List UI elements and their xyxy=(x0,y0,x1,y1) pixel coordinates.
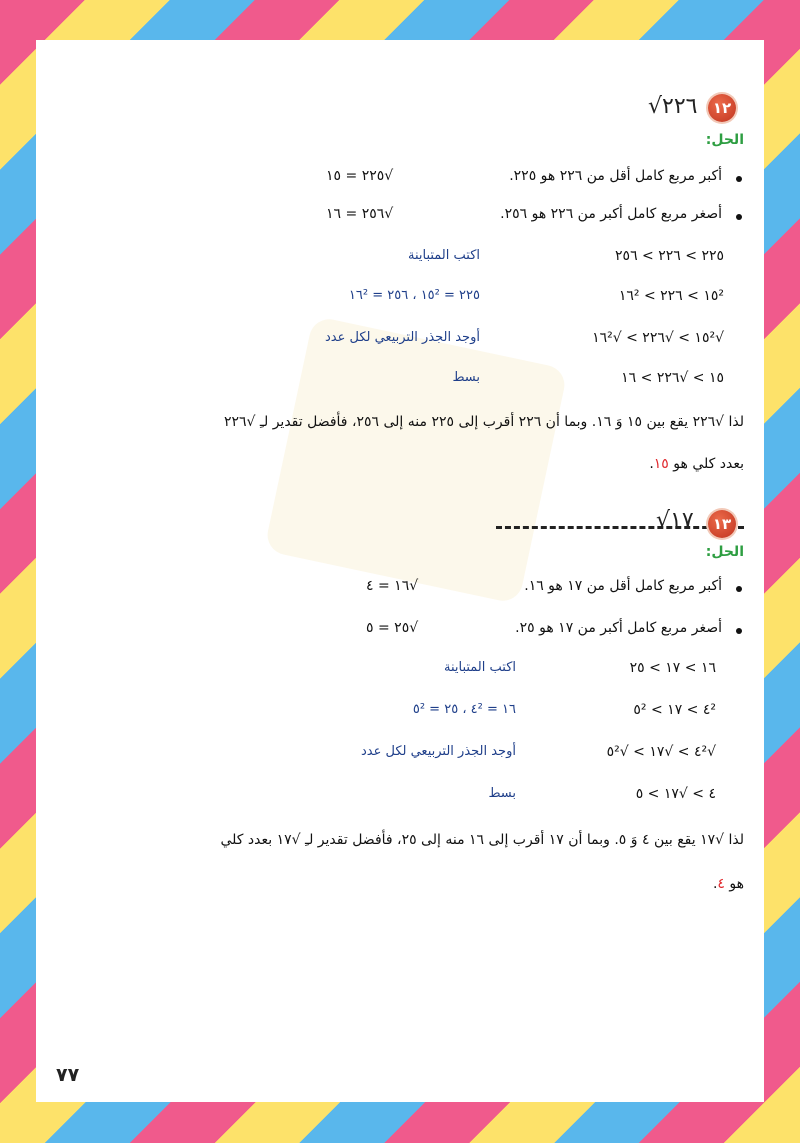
period: . xyxy=(649,456,654,472)
bullet-text: أصغر مربع كامل أكبر من ٢٢٦ هو ٢٥٦. xyxy=(500,206,722,222)
watermark-logo xyxy=(264,316,568,605)
section-divider xyxy=(496,526,744,529)
step-note: اكتب المتباينة xyxy=(407,248,480,263)
step-math: ٢٢٥ > ٢٢٦ > ٢٥٦ xyxy=(615,248,724,264)
step-math: √٤² > √١٧ > √٥² xyxy=(606,744,716,760)
step-math: ١٥² > ٢٢٦ > ١٦² xyxy=(618,288,724,304)
problem-title: √٢٢٦ xyxy=(648,94,698,119)
step-note: أوجد الجذر التربيعي لكل عدد xyxy=(360,744,516,759)
step-note: بسط xyxy=(452,370,480,385)
solution-label: الحل: xyxy=(705,544,744,560)
step-note: اكتب المتباينة xyxy=(443,660,516,675)
step-math: ٤ > √١٧ > ٥ xyxy=(635,786,716,802)
conclusion-line-2 xyxy=(649,456,744,472)
conclusion-line-2 xyxy=(713,876,744,892)
step-note: ٢٢٥ = ١٥² ، ٢٥٦ = ١٦² xyxy=(348,288,480,303)
step-math: ٤² > ١٧ > ٥² xyxy=(633,702,716,718)
conclusion-text: لذا √١٧ يقع بين ٤ وَ ٥. وبما أن ١٧ أقرب إلى ١٦ منه إلى ٢٥، فأفضل تقدير لـِ √١٧ بعدد كلي xyxy=(220,832,744,848)
problem-title: √١٧ xyxy=(656,508,694,533)
bullet-text: أكبر مربع كامل أقل من ١٧ هو ١٦. xyxy=(524,578,722,594)
bullet-math: √٢٥ = ٥ xyxy=(366,620,419,636)
conclusion-prefix: بعدد كلي هو xyxy=(673,456,744,472)
problem-number-badge: ١٢ xyxy=(708,94,736,122)
bullet-math: √٢٥٦ = ١٦ xyxy=(326,206,394,222)
page-number: ٧٧ xyxy=(56,1064,80,1086)
step-math: √١٥² > √٢٢٦ > √١٦² xyxy=(592,330,724,346)
step-note: ١٦ = ٤² ، ٢٥ = ٥² xyxy=(412,702,516,717)
bullet-icon xyxy=(736,628,742,634)
conclusion-prefix: هو xyxy=(729,876,744,892)
solution-label: الحل: xyxy=(705,132,744,148)
step-note: بسط xyxy=(488,786,516,801)
bullet-text: أكبر مربع كامل أقل من ٢٢٦ هو ٢٢٥. xyxy=(509,168,722,184)
bullet-icon xyxy=(736,586,742,592)
page-sheet xyxy=(36,40,764,1102)
bullet-icon xyxy=(736,176,742,182)
step-math: ١٥ > √٢٢٦ > ١٦ xyxy=(621,370,724,386)
answer-value: ٤ xyxy=(717,876,725,892)
step-note: أوجد الجذر التربيعي لكل عدد xyxy=(324,330,480,345)
step-math: ١٦ > ١٧ > ٢٥ xyxy=(629,660,716,676)
problem-number-badge: ١٣ xyxy=(708,510,736,538)
bullet-math: √٢٢٥ = ١٥ xyxy=(326,168,394,184)
bullet-icon xyxy=(736,214,742,220)
bullet-math: √١٦ = ٤ xyxy=(366,578,419,594)
bullet-text: أصغر مربع كامل أكبر من ١٧ هو ٢٥. xyxy=(515,620,722,636)
period: . xyxy=(712,876,718,892)
conclusion-text: لذا √٢٢٦ يقع بين ١٥ وَ ١٦. وبما أن ٢٢٦ أقرب إلى ٢٢٥ منه إلى ٢٥٦، فأفضل تقدير لـِ √٢٢٦ xyxy=(223,414,744,430)
answer-value: ١٥ xyxy=(653,456,669,472)
